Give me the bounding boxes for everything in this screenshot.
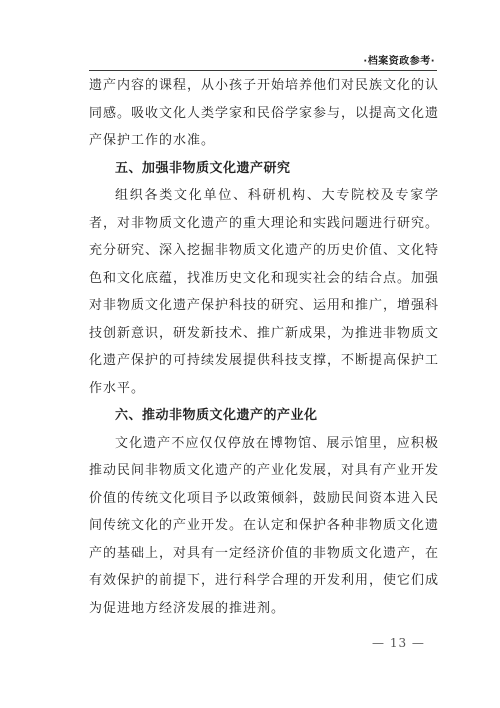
section-heading-6: 六、推动非物质文化遗产的产业化 (115, 408, 318, 423)
document-body (89, 72, 439, 622)
header-tag: ·档案资政参考· (363, 56, 435, 67)
paragraph-research: 组织各类文化单位、科研机构、大专院校及专家学者，对非物质文化遗产的重大理论和实践问题进行研究。充分研究、深入挖掘非物质文化遗产的历史价值、文化特色和文化底蕴，找准历史文化和现实社会的结合点。加强对非物质文化遗产保护科技的研究、运用和推广，增强科技创新意识，研发新技术、推广新成果，为推进非物质文化遗产保护的可持续发展提供科技支撑，不断提高保护工作水平。 (89, 188, 440, 396)
section-heading-5: 五、加强非物质文化遗产研究 (115, 160, 291, 176)
paragraph-industrialization: 文化遗产不应仅仅停放在博物馆、展示馆里，应积极推动民间非物质文化遗产的产业化发展，对具有产业开发价值的传统文化项目予以政策倾斜，鼓励民间资本进入民间传统文化的产业开发。在认定和保护各种非物质文化遗产的基础上，对具有一定经济价值的非物质文化遗产，在有效保护的前提下，进行科学合理的开发利用，使它们成为促进地方经济发展的推进剂。 (89, 435, 440, 616)
running-header (89, 52, 437, 71)
paragraph-continuation: 遗产内容的课程，从小孩子开始培养他们对民族文化的认同感。吸收文化人类学家和民俗学家参与，以提高文化遗产保护工作的水准。 (89, 78, 440, 148)
page-number: — 13 — (372, 636, 425, 650)
